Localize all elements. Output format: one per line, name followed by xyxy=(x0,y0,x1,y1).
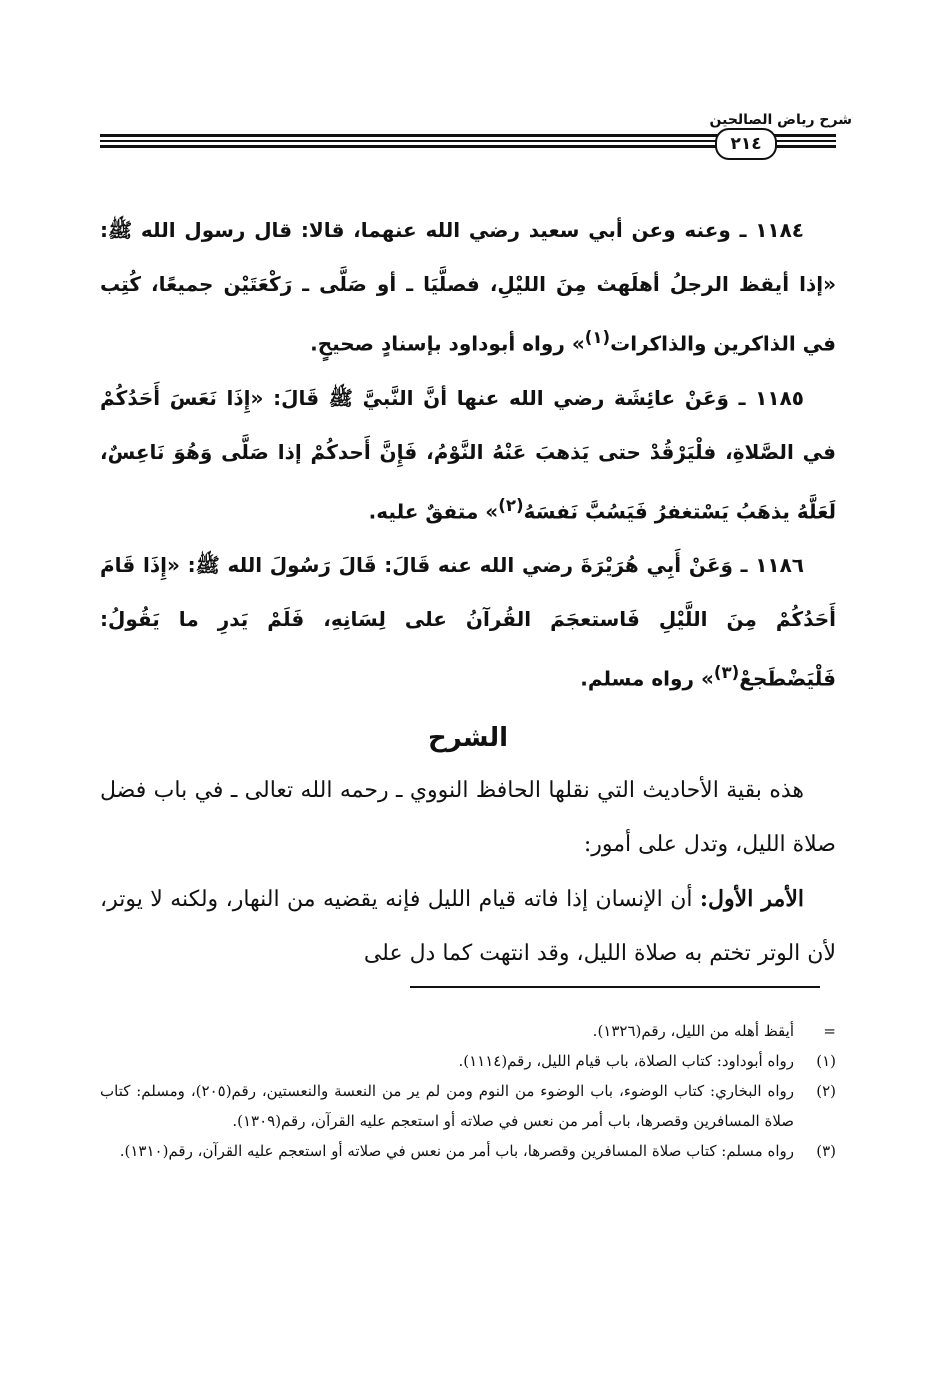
hadith-tail: » رواه أبوداود بإسنادٍ صحيحٍ. xyxy=(310,331,585,356)
footnote-text: رواه مسلم: كتاب صلاة المسافرين وقصرها، باب أمر من نعس في صلاته أو استعجم عليه القرآن، رقم(١٣١٠). xyxy=(119,1142,794,1160)
section-title: الشرح xyxy=(427,722,509,753)
hadith-text: ـ وَعَنْ أَبِي هُرَيْرَةَ رضي الله عنه قَالَ: قَالَ رَسُولَ الله ﷺ: «إِذَا قَامَ أَحَدُكُمْ مِنَ اللَّيْلِ فَاستعجَمَ القُرآنُ على لِسَانِهِ، فَلَمْ يَدرِ ما يَقُولُ: فَلْيَضْطَجعْ xyxy=(100,553,836,691)
footnote-2 xyxy=(100,1076,836,1136)
footnote-text: رواه البخاري: كتاب الوضوء، باب الوضوء من النوم ومن لم ير من النعسة والنعستين، رقم(٢٠٥)، ومسلم: كتاب صلاة المسافرين وقصرها، باب أمر من نعس في صلاته أو استعجم عليه القرآن، رقم(١٣٠٩). xyxy=(100,1082,794,1130)
footnote-ref[interactable]: (٢) xyxy=(498,495,524,515)
hadith-text: ـ وَعَنْ عائِشَة رضي الله عنها أنَّ النَّبيَّ ﷺ قَالَ: «إِذَا نَعَسَ أَحَدُكُمْ في الصَّلاةِ، فلْيَرْقُدْ حتى يَذهبَ عَنْهُ النَّوْمُ، فَإِنَّ أَحدكُمْ إذا صَلَّى وَهُوَ نَاعِسٌ، لَعَلَّهُ يذهَبُ يَسْتغفرُ فَيَسُبَّ نَفسَهُ xyxy=(100,385,836,524)
point-text: أن الإنسان إذا فاته قيام الليل فإنه يقضيه من النهار، ولكنه لا يوتر، لأن الوتر تختم به صلاة الليل، وقد انتهت كما دل على xyxy=(100,886,836,966)
hadith-1186 xyxy=(100,538,836,706)
page-number xyxy=(715,128,777,160)
running-header-title: شرح رياض الصالحين xyxy=(709,112,852,128)
footnote-1 xyxy=(100,1046,836,1076)
footnote-3 xyxy=(100,1136,836,1166)
footnotes xyxy=(100,1016,836,1166)
footnote-mark: (٢) xyxy=(816,1082,836,1100)
hadith-number: ١١٨٥ xyxy=(755,385,804,410)
hadith-text: ـ وعنه وعن أبي سعيد رضي الله عنهما، قالا: قال رسول الله ﷺ: «إذا أيقظ الرجلُ أهلَهث مِنَ الليْلِ، فصلَّيَا ـ أو صَلَّى ـ رَكْعَتَيْن جميعًا، كُتِب في الذاكرين والذاكرات xyxy=(100,218,836,356)
hadith-1184 xyxy=(100,203,836,371)
main-text xyxy=(100,203,836,981)
hadith-1185 xyxy=(100,371,836,539)
sharh-paragraph-2 xyxy=(100,872,836,981)
sharh-paragraph-1: هذه بقية الأحاديث التي نقلها الحافظ النووي ـ رحمه الله تعالى ـ في باب فضل صلاة الليل، وتدل على أمور: xyxy=(100,777,836,857)
point-heading: الأمر الأول: xyxy=(699,885,804,912)
footnote-ref[interactable]: (١) xyxy=(584,328,611,347)
footnote-text: أيقظ أهله من الليل، رقم(١٣٢٦). xyxy=(592,1022,794,1040)
footnote-ref[interactable]: (٣) xyxy=(713,663,740,683)
footnote-mark: = xyxy=(823,1022,836,1040)
footnote-mark: (١) xyxy=(816,1052,836,1070)
hadith-tail: » رواه مسلم. xyxy=(580,666,714,691)
footnote-continued xyxy=(100,1016,836,1046)
hadith-number: ١١٨٦ xyxy=(755,553,805,578)
footnote-separator xyxy=(410,986,820,988)
footnote-text: رواه أبوداود: كتاب الصلاة، باب قيام الليل، رقم(١١١٤). xyxy=(458,1052,794,1070)
footnote-mark: (٣) xyxy=(816,1142,836,1160)
page-number-text: ٢١٤ xyxy=(730,134,762,154)
hadith-number: ١١٨٤ xyxy=(755,218,805,242)
hadith-tail: » متفقٌ عليه. xyxy=(368,499,499,524)
